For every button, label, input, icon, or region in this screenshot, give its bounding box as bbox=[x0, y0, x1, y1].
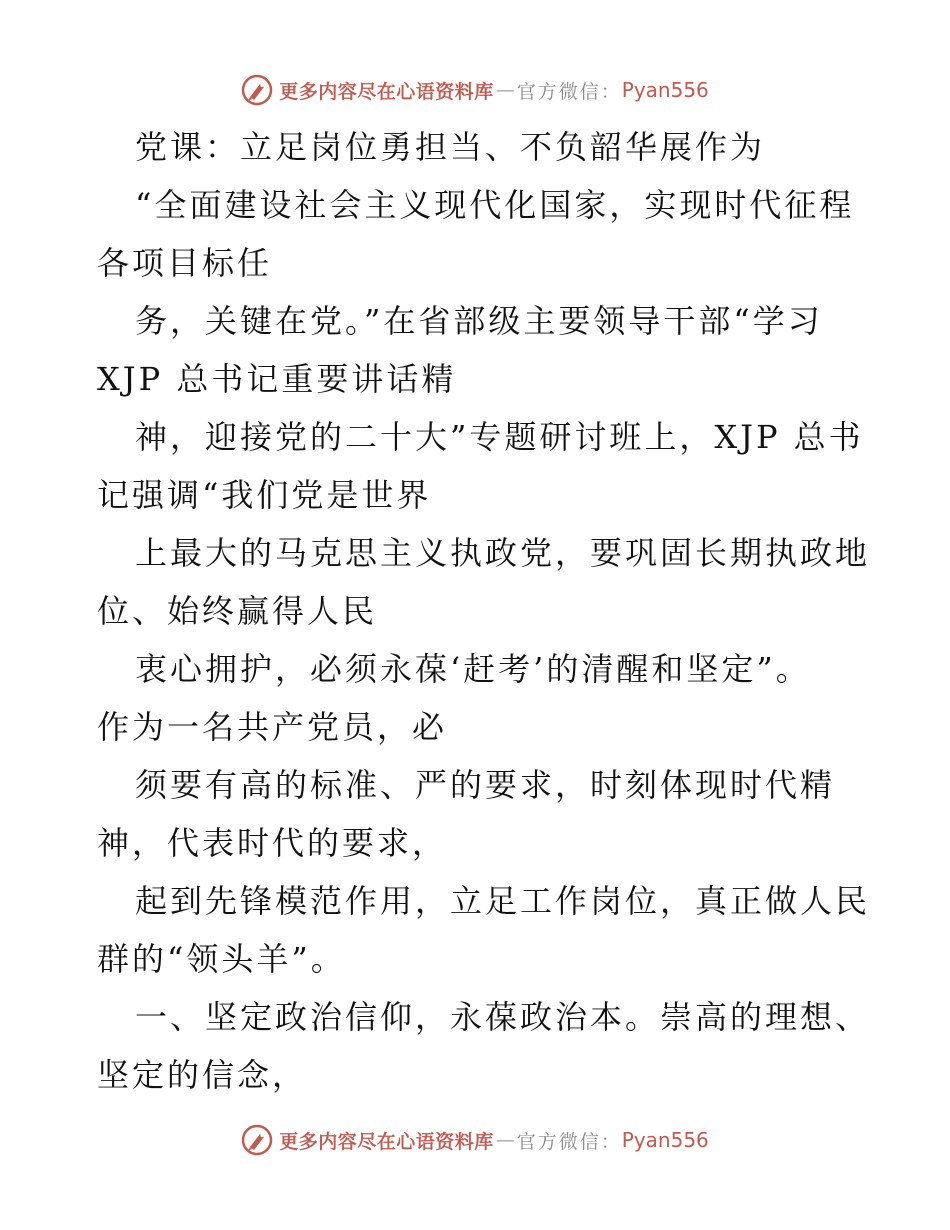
text-line: 务，关键在党。”在省部级主要领导干部“学习 bbox=[135, 302, 823, 340]
watermark-wechat-id: Pyan556 bbox=[621, 1128, 709, 1152]
header-watermark-banner bbox=[0, 70, 950, 110]
text-line: “全面建设社会主义现代化国家，实现时代征程 bbox=[135, 186, 855, 224]
text-line: 位、始终赢得人民 bbox=[97, 592, 378, 630]
text-line: 须要有高的标准、严的要求，时刻体现时代精 bbox=[135, 766, 836, 804]
text-line: XJP 总书记重要讲话精 bbox=[97, 360, 457, 398]
watermark-dash: — bbox=[495, 79, 515, 101]
watermark-dash: — bbox=[495, 1129, 515, 1151]
pen-nib-seal-icon bbox=[241, 1124, 273, 1156]
document-body bbox=[97, 118, 871, 1104]
watermark-official-label: 官方微信 bbox=[516, 80, 601, 103]
text-line: 神，迎接党的二十大”专题研讨班上，XJP 总书 bbox=[135, 418, 864, 456]
watermark-wechat-id: Pyan556 bbox=[621, 78, 709, 102]
text-line: 群的“领头羊”。 bbox=[97, 940, 346, 978]
pen-nib-seal-icon bbox=[241, 74, 273, 106]
watermark-separator: ： bbox=[600, 1130, 620, 1153]
text-line: 起到先锋模范作用，立足工作岗位，真正做人民 bbox=[135, 882, 871, 920]
watermark-site-text: 更多内容尽在心语资料库 bbox=[279, 80, 494, 103]
text-line: 衷心拥护，必须永葆‘赶考’的清醒和坚定”。 bbox=[135, 650, 811, 688]
text-line: 神，代表时代的要求， bbox=[97, 824, 448, 862]
text-line: 党课：立足岗位勇担当、不负韶华展作为 bbox=[135, 128, 766, 166]
text-line: 坚定的信念， bbox=[97, 1056, 308, 1094]
footer-watermark-banner bbox=[0, 1120, 950, 1160]
text-line: 作为一名共产党员，必 bbox=[97, 708, 448, 746]
text-line: 上最大的马克思主义执政党，要巩固长期执政地 bbox=[135, 534, 871, 572]
text-line: 各项目标任 bbox=[97, 244, 273, 282]
text-line: 一、坚定政治信仰，永葆政治本。崇高的理想、 bbox=[135, 998, 871, 1036]
watermark-official-label: 官方微信 bbox=[516, 1130, 601, 1153]
text-line: 记强调“我们党是世界 bbox=[97, 476, 432, 514]
watermark-separator: ： bbox=[600, 80, 620, 103]
watermark-site-text: 更多内容尽在心语资料库 bbox=[279, 1130, 494, 1153]
